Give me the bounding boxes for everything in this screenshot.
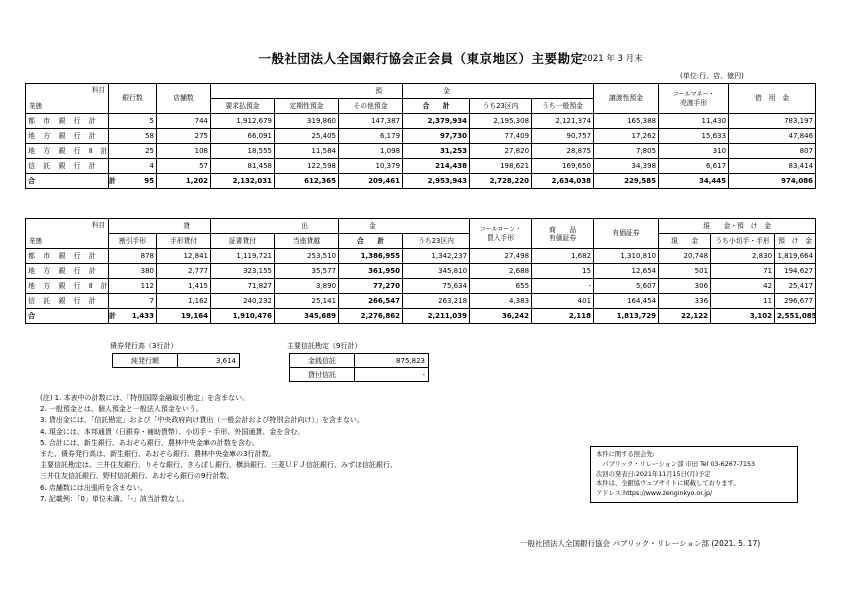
table-cell: 112	[109, 279, 157, 294]
header-call-money	[659, 84, 729, 114]
contact-line: 本件は、全銀協ウェブサイトに掲載しております。	[596, 480, 740, 488]
table-cell: 95	[109, 174, 157, 189]
trust-value: 875,823	[355, 354, 429, 368]
table-cell: 310	[659, 144, 729, 159]
header-demand: 要求払預金	[211, 99, 275, 114]
note-line: 5. 合計には、新生銀行、あおぞら銀行、農林中央金庫の計数を含む。	[40, 438, 259, 447]
table-cell: 744	[157, 114, 211, 129]
header-total: 合 計	[339, 234, 403, 249]
table-cell: 10,379	[339, 159, 403, 174]
header-checks: うち小切手・手形	[711, 234, 775, 249]
table-cell: 27,498	[470, 249, 532, 264]
table-cell: -	[532, 279, 594, 294]
table-cell: 2,777	[157, 264, 211, 279]
table-cell: 31,253	[403, 144, 470, 159]
table-cell: 25,141	[275, 294, 339, 309]
table-cell: 2,830	[711, 249, 775, 264]
table-cell: 1,912,679	[211, 114, 275, 129]
table-cell: 2,953,943	[403, 174, 470, 189]
table-cell: 1,342,237	[403, 249, 470, 264]
header-deposits-group-right: 金	[403, 84, 594, 99]
header-securities: 有価証券	[594, 219, 659, 249]
table-cell: 11,584	[275, 144, 339, 159]
table-cell: 66,091	[211, 129, 275, 144]
table-cell: 253,510	[275, 249, 339, 264]
table-cell: 25,417	[775, 279, 816, 294]
report-date: 2021 年 3 月末	[582, 54, 643, 64]
header-trading-securities	[532, 219, 594, 249]
table-cell: 336	[659, 294, 711, 309]
header-deposits-group-left: 預	[211, 84, 403, 99]
table-row	[26, 114, 816, 129]
table-cell: 6,179	[339, 129, 403, 144]
trust-label: 金銭信託	[290, 354, 355, 368]
table-row	[26, 159, 816, 174]
table-cell: 47,846	[729, 129, 816, 144]
table-cell: 2,551,085	[775, 309, 816, 324]
table-cell: 380	[109, 264, 157, 279]
table-cell: 71	[711, 264, 775, 279]
header-other: その他預金	[339, 99, 403, 114]
table-cell: 7,805	[594, 144, 659, 159]
header-loans-c: 金	[339, 219, 470, 234]
note-line: 3. 貸出金には、「信託勘定」および「中央政府向け貸出（一般会計および特別会計向け）」を含まない。	[40, 416, 364, 425]
table-cell: 240,232	[211, 294, 275, 309]
table-cell: 209,461	[339, 174, 403, 189]
table-cell: 296,677	[775, 294, 816, 309]
table-row	[26, 129, 816, 144]
header-negotiable: 譲渡性預金	[594, 84, 659, 114]
table-cell: 2,121,374	[532, 114, 594, 129]
table-cell: 34,445	[659, 174, 729, 189]
table-cell: 2,728,220	[470, 174, 532, 189]
header-banks: 銀行数	[109, 84, 157, 114]
row-label: 都 市 銀 行 計	[26, 114, 109, 129]
corner-item-label: 科目	[92, 86, 105, 94]
table-cell: 401	[532, 294, 594, 309]
table-cell: 323,155	[211, 264, 275, 279]
table-cell: 18,555	[211, 144, 275, 159]
corner-cell	[26, 84, 109, 114]
table-cell: 57	[157, 159, 211, 174]
table-cell: 4,383	[470, 294, 532, 309]
deposits-table-body	[26, 114, 816, 189]
table-cell: 108	[157, 144, 211, 159]
deposits-table	[25, 83, 816, 189]
row-label: 合 計	[26, 174, 109, 189]
table-cell: 198,621	[470, 159, 532, 174]
table-cell: 81,458	[211, 159, 275, 174]
note-line: 6. 店舗数には出張所を含まない。	[40, 483, 147, 492]
row-label: 信 託 銀 行 計	[26, 159, 109, 174]
table-cell: 266,547	[339, 294, 403, 309]
table-cell: 878	[109, 249, 157, 264]
table-cell: 1,098	[339, 144, 403, 159]
table-cell: 42	[711, 279, 775, 294]
bonds-caption: 債券発行高（3行計）	[110, 342, 178, 350]
table-cell: 345,689	[275, 309, 339, 324]
notes	[40, 393, 397, 505]
header-call-money-top: コールマネー・	[672, 90, 715, 98]
row-label: 地 方 銀 行 Ⅱ 計	[26, 144, 109, 159]
table-cell: 77,409	[470, 129, 532, 144]
contact-line: パブリック・リレーション部 市田 Tel 03-6267-7153	[596, 460, 756, 468]
bonds-table	[112, 353, 240, 368]
table-row	[26, 264, 816, 279]
table-cell: 1,310,810	[594, 249, 659, 264]
table-cell: 1,162	[157, 294, 211, 309]
table-cell: 25	[109, 144, 157, 159]
table-cell: 90,757	[532, 129, 594, 144]
header-branches: 店舗数	[157, 84, 211, 114]
table-cell: 122,598	[275, 159, 339, 174]
header-23ku: うち23区内	[470, 99, 532, 114]
footer-credit: 一般社団法人全国銀行協会 パブリック・リレーション部 (2021. 5. 17)	[520, 539, 761, 548]
row-label: 信 託 銀 行 計	[26, 294, 109, 309]
note-line: 2. 一般預金とは、個人預金と一般法人預金をいう。	[40, 405, 203, 414]
header-deed: 証書貸付	[211, 234, 275, 249]
note-line: 4. 現金には、本邦通貨（日銀券・補助貨幣）、小切手・手形、外国通貨、金を含む。	[40, 427, 305, 436]
contact-line: アドレス:https://www.zenginkyo.or.jp/	[596, 490, 713, 498]
table-cell: 12,841	[157, 249, 211, 264]
total-row	[26, 309, 816, 324]
header-total: 合 計	[403, 99, 470, 114]
table-cell: 97,730	[403, 129, 470, 144]
bonds-value: 3,614	[178, 354, 240, 368]
header-bill: 手形貸付	[157, 234, 211, 249]
table-cell: 2,379,934	[403, 114, 470, 129]
table-cell: 36,242	[470, 309, 532, 324]
header-deposits-placed: 預 け 金	[775, 234, 816, 249]
table-row	[26, 249, 816, 264]
table-cell: 1,386,955	[339, 249, 403, 264]
table-cell: 275	[157, 129, 211, 144]
table-cell: 4	[109, 159, 157, 174]
header-call-loan	[470, 219, 532, 249]
table-cell: 11	[711, 294, 775, 309]
table-row	[26, 279, 816, 294]
table-cell: 345,810	[403, 264, 470, 279]
trust-label: 貸付信託	[290, 368, 355, 382]
table-cell: 319,860	[275, 114, 339, 129]
header-time: 定期性預金	[275, 99, 339, 114]
table-row	[26, 294, 816, 309]
table-cell: 1,682	[532, 249, 594, 264]
header-call-loan-bottom: 買入手形	[486, 233, 515, 242]
table-cell: 17,262	[594, 129, 659, 144]
table-cell: 807	[729, 144, 816, 159]
header-overdraft: 当座貸越	[275, 234, 339, 249]
table-cell: 2,688	[470, 264, 532, 279]
corner-item-label: 科目	[92, 221, 105, 229]
table-cell: 71,827	[211, 279, 275, 294]
table-cell: 75,634	[403, 279, 470, 294]
table-cell: 1,910,476	[211, 309, 275, 324]
contact-line: 次回の発表日:2021年11月15日(月)予定	[596, 470, 711, 478]
header-23ku: うち23区内	[403, 234, 470, 249]
header-loans-a: 貸	[109, 219, 211, 234]
table-cell: 655	[470, 279, 532, 294]
header-general: うち一般預金	[532, 99, 594, 114]
table-cell: 83,414	[729, 159, 816, 174]
loans-table-body	[26, 249, 816, 324]
table-cell: 34,398	[594, 159, 659, 174]
table-cell: 2,634,038	[532, 174, 594, 189]
table-cell: 1,202	[157, 174, 211, 189]
header-cash: 現 金	[659, 234, 711, 249]
table-cell: 6,617	[659, 159, 729, 174]
table-cell: 1,819,664	[775, 249, 816, 264]
table-cell: 165,388	[594, 114, 659, 129]
row-label: 地 方 銀 行 計	[26, 129, 109, 144]
table-cell: 612,365	[275, 174, 339, 189]
note-line: 三井住友信託銀行、野村信託銀行、あおぞら銀行の9行計数。	[40, 472, 234, 481]
table-cell: 58	[109, 129, 157, 144]
table-cell: 1,119,721	[211, 249, 275, 264]
header-loans-b: 出	[211, 219, 339, 234]
note-line: 主要信託勘定は、三井住友銀行、りそな銀行、きらぼし銀行、横浜銀行、三菱ＵＦＪ信託銀行、みずほ信託銀行、	[40, 461, 397, 470]
corner-type-label: 業態	[29, 102, 42, 110]
header-borrowed: 借 用 金	[729, 84, 816, 114]
table-cell: 1,813,729	[594, 309, 659, 324]
corner-type-label: 業態	[29, 237, 42, 245]
table-cell: 306	[659, 279, 711, 294]
note-line: 7. 記載例：「0」単位未満、「-」該当計数なし。	[40, 494, 189, 503]
table-cell: 25,405	[275, 129, 339, 144]
table-cell: 169,650	[532, 159, 594, 174]
table-cell: 27,820	[470, 144, 532, 159]
table-cell: 7	[109, 294, 157, 309]
table-cell: 3,102	[711, 309, 775, 324]
table-cell: 11,430	[659, 114, 729, 129]
table-cell: 164,454	[594, 294, 659, 309]
table-cell: 12,654	[594, 264, 659, 279]
trust-table	[289, 353, 429, 382]
note-line: (注) 1. 本表中の計数には、「特別国際金融取引勘定」を含まない。	[40, 394, 250, 402]
table-cell: 263,218	[403, 294, 470, 309]
header-trading-bottom: 有価証券	[548, 233, 577, 242]
trust-caption: 主要信託勘定（9行計）	[287, 342, 362, 350]
table-cell: 194,627	[775, 264, 816, 279]
table-cell: 2,118	[532, 309, 594, 324]
table-cell: 229,585	[594, 174, 659, 189]
table-cell: 22,122	[659, 309, 711, 324]
table-cell: 15,633	[659, 129, 729, 144]
table-cell: 501	[659, 264, 711, 279]
table-cell: 3,890	[275, 279, 339, 294]
table-cell: 2,132,031	[211, 174, 275, 189]
table-cell: 19,164	[157, 309, 211, 324]
header-cash-group: 現 金・預 け 金	[659, 219, 816, 234]
table-cell: 974,086	[729, 174, 816, 189]
row-label: 都 市 銀 行 計	[26, 249, 109, 264]
row-label: 地 方 銀 行 計	[26, 264, 109, 279]
note-line: また、債券発行高は、新生銀行、あおぞら銀行、農林中央金庫の3行計数。	[40, 450, 276, 459]
table-cell: 361,950	[339, 264, 403, 279]
table-cell: 5	[109, 114, 157, 129]
row-label: 地 方 銀 行 Ⅱ 計	[26, 279, 109, 294]
corner-cell	[26, 219, 109, 249]
contact-line: 本件に関する照会先:	[596, 451, 655, 458]
table-cell: 5,607	[594, 279, 659, 294]
header-discount: 割引手形	[109, 234, 157, 249]
contact-box	[590, 446, 798, 503]
header-call-money-bottom: 売渡手形	[679, 98, 708, 107]
bonds-label: 純発行額	[113, 354, 178, 368]
table-cell: 2,195,308	[470, 114, 532, 129]
page-title: 一般社団法人全国銀行協会正会員（東京地区）主要勘定	[258, 51, 584, 66]
table-cell: 1,415	[157, 279, 211, 294]
header-trading-top: 商 品	[548, 225, 577, 234]
total-row	[26, 174, 816, 189]
table-cell: 147,387	[339, 114, 403, 129]
table-cell: 28,875	[532, 144, 594, 159]
table-row	[26, 144, 816, 159]
table-cell: 35,577	[275, 264, 339, 279]
table-cell: 77,270	[339, 279, 403, 294]
header-call-loan-top: コールローン・	[479, 225, 522, 233]
table-cell: 2,276,862	[339, 309, 403, 324]
table-cell: 2,211,039	[403, 309, 470, 324]
unit-note: (単位:行、店、億円)	[680, 72, 744, 80]
table-cell: 20,748	[659, 249, 711, 264]
row-label: 合 計	[26, 309, 109, 324]
table-cell: 15	[532, 264, 594, 279]
trust-value: -	[355, 368, 429, 382]
table-cell: 214,438	[403, 159, 470, 174]
loans-table	[25, 218, 816, 324]
table-cell: 1,433	[109, 309, 157, 324]
table-cell: 783,197	[729, 114, 816, 129]
